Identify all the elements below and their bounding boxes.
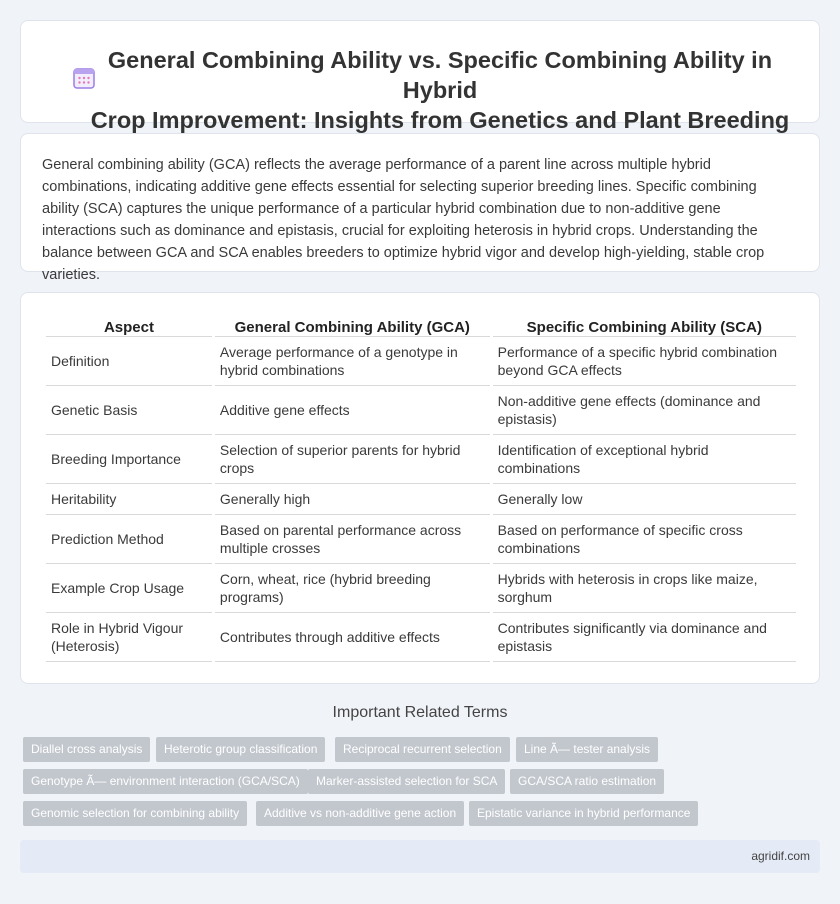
table-cell: Additive gene effects (215, 386, 490, 435)
table-cell: Based on performance of specific cross combinations (493, 515, 796, 564)
table-cell: Prediction Method (46, 515, 212, 564)
table-cell: Definition (46, 337, 212, 386)
tag-marker-assisted-selection[interactable]: Marker-assisted selection for SCA (308, 769, 505, 794)
table-cell: Contributes significantly via dominance and epistasis (493, 613, 796, 662)
tag-additive-vs-non-additive[interactable]: Additive vs non-additive gene action (256, 801, 464, 826)
footer (20, 840, 820, 873)
table-cell: Non-additive gene effects (dominance and epistasis) (493, 386, 796, 435)
tag-reciprocal-recurrent-selection[interactable]: Reciprocal recurrent selection (335, 737, 510, 762)
table-row (46, 337, 796, 386)
intro-card (20, 133, 820, 283)
table-row (46, 435, 796, 484)
table-cell: Based on parental performance across multiple crosses (215, 515, 490, 564)
table-cell: Hybrids with heterosis in crops like maize, sorghum (493, 564, 796, 613)
footer-site-link[interactable]: agridif.com (751, 849, 810, 863)
title-card (20, 20, 820, 133)
tag-line-tester-analysis[interactable]: Line Ã— tester analysis (516, 737, 658, 762)
table-cell: Identification of exceptional hybrid combinations (493, 435, 796, 484)
table-cell: Selection of superior parents for hybrid crops (215, 435, 490, 484)
table-row (46, 515, 796, 564)
table-row (46, 613, 796, 662)
table-cell: Generally high (215, 484, 490, 515)
table-header-row (46, 315, 796, 337)
table-cell: Contributes through additive effects (215, 613, 490, 662)
comparison-card (20, 292, 820, 684)
comparison-table (43, 315, 799, 662)
table-cell: Corn, wheat, rice (hybrid breeding programs) (215, 564, 490, 613)
table-cell: Average performance of a genotype in hybrid combinations (215, 337, 490, 386)
column-header: Aspect (46, 315, 212, 337)
table-row (46, 484, 796, 515)
column-header: Specific Combining Ability (SCA) (493, 315, 796, 337)
tag-diallel-cross-analysis[interactable]: Diallel cross analysis (23, 737, 150, 762)
page-title: General Combining Ability vs. Specific Combining Ability in Hybrid Crop Improvement: Insights from Genetics and Plant Breeding (90, 47, 790, 133)
table-cell: Performance of a specific hybrid combination beyond GCA effects (493, 337, 796, 386)
tag-heterotic-group-classification[interactable]: Heterotic group classification (156, 737, 325, 762)
tag-genotype-environment-interaction[interactable]: Genotype Ã— environment interaction (GCA/SCA) (23, 769, 308, 794)
table-cell: Breeding Importance (46, 435, 212, 484)
table-cell: Generally low (493, 484, 796, 515)
table-row (46, 386, 796, 435)
table-row (46, 564, 796, 613)
table-cell: Genetic Basis (46, 386, 212, 435)
table-cell: Example Crop Usage (46, 564, 212, 613)
related-terms-heading: Important Related Terms (332, 704, 508, 721)
tag-epistatic-variance[interactable]: Epistatic variance in hybrid performance (469, 801, 698, 826)
table-cell: Role in Hybrid Vigour (Heterosis) (46, 613, 212, 662)
intro-paragraph: General combining ability (GCA) reflects the average performance of a parent line across multiple hybrid combinations, indicating additive gene effects essential for selecting superior breeding lines. Specific combining ability (SCA) captures the unique performance of a particular hybrid combination due to non-additive gene interactions such as dominance and epistasis, crucial for exploiting heterosis in hybrid crops. Understanding the balance between GCA and SCA enables breeders to optimize hybrid vigor and develop high-yielding, stable crop varieties. (42, 157, 765, 283)
tag-gca-sca-ratio-estimation[interactable]: GCA/SCA ratio estimation (510, 769, 664, 794)
tag-genomic-selection[interactable]: Genomic selection for combining ability (23, 801, 247, 826)
column-header: General Combining Ability (GCA) (215, 315, 490, 337)
table-cell: Heritability (46, 484, 212, 515)
